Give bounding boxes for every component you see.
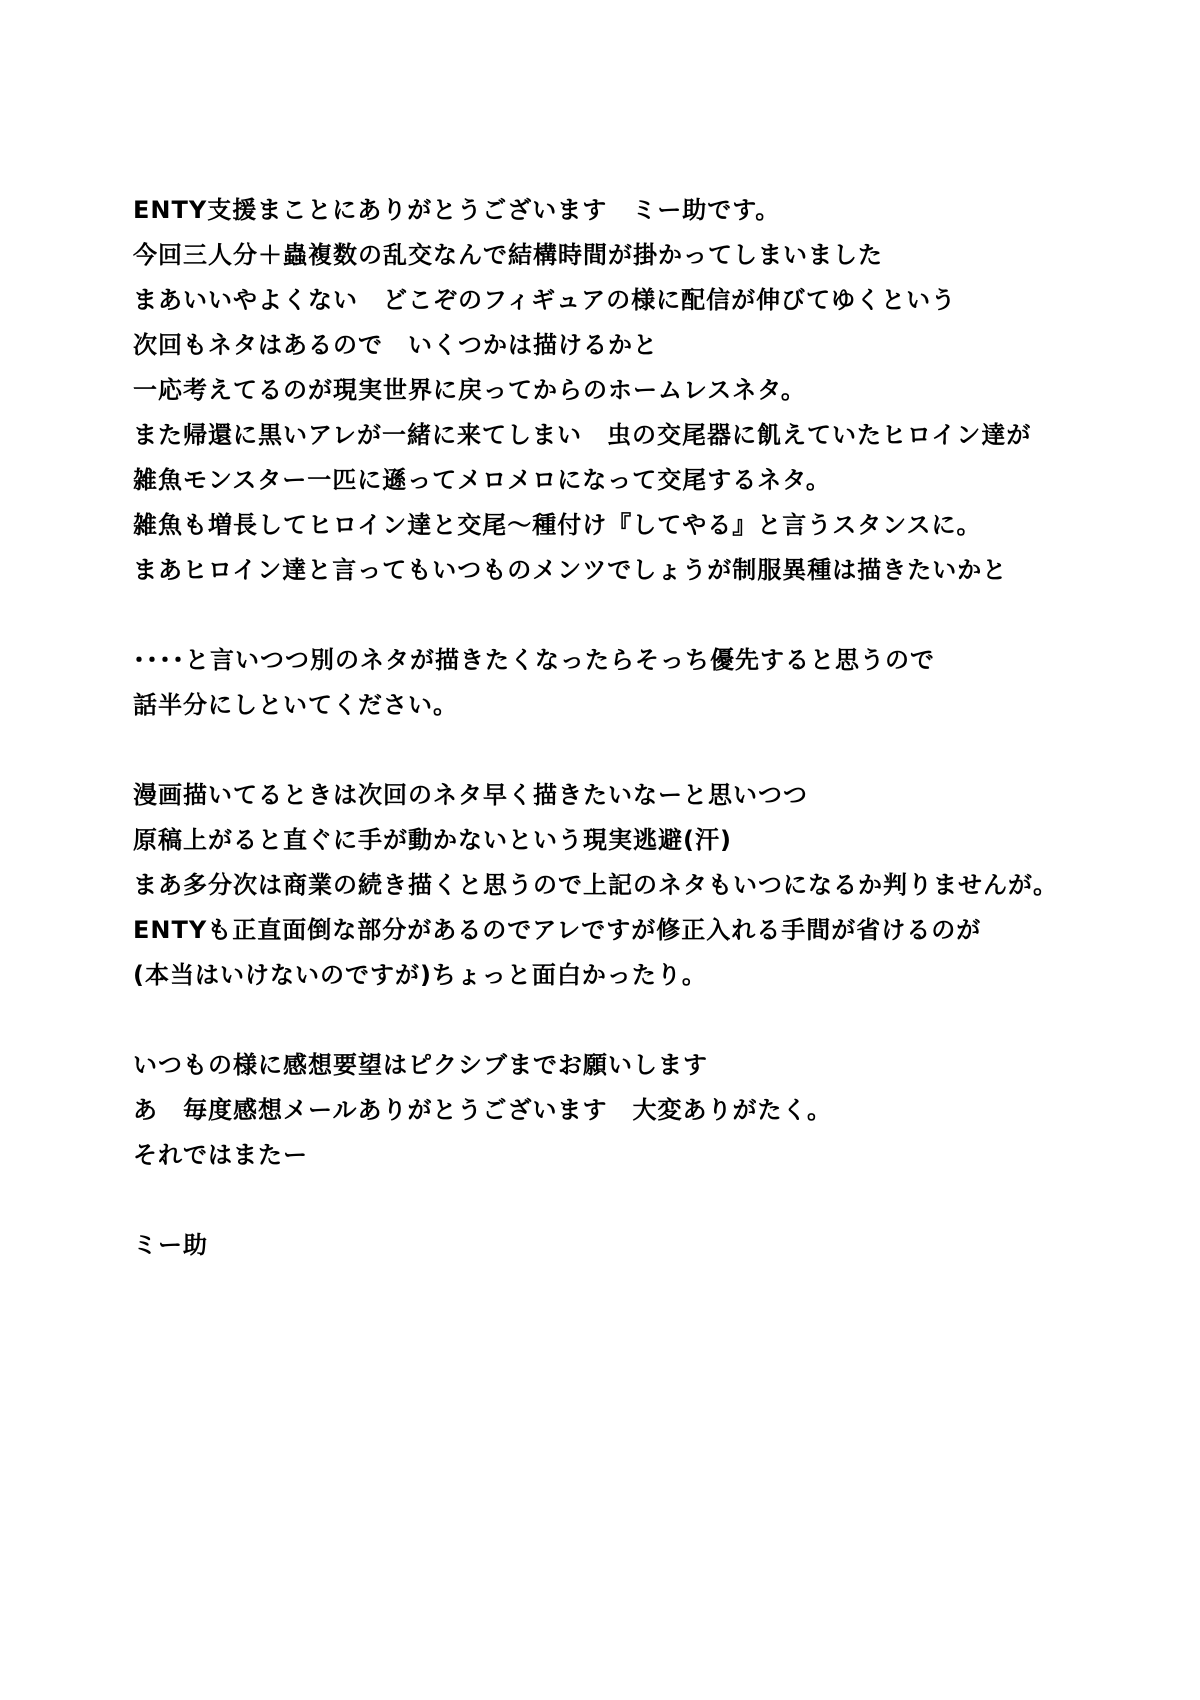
text-line: (本当はいけないのですが)ちょっと面白かったり。 [133, 961, 707, 989]
paragraph-closing [133, 1043, 1133, 1178]
letter-body [133, 188, 1133, 1268]
text-line: まあいいやよくない どこぞのフィギュアの様に配信が伸びてゆくという [133, 286, 957, 314]
paragraph-thanks [133, 188, 1133, 593]
signature [133, 1223, 1133, 1268]
text-line: 雑魚モンスター一匹に遜ってメロメロになって交尾するネタ。 [133, 466, 831, 494]
text-line: ENTY支援まことにありがとうございます ミー助です。 [133, 196, 781, 224]
text-line: まあヒロイン達と言ってもいつものメンツでしょうが制服異種は描きたいかと [133, 556, 1008, 584]
text-line: 原稿上がると直ぐに手が動かないという現実逃避(汗) [133, 826, 732, 854]
paragraph-caveat [133, 638, 1133, 728]
paragraph-spacer [133, 1178, 1133, 1223]
paragraph-spacer [133, 593, 1133, 638]
text-line: あ 毎度感想メールありがとうございます 大変ありがたく。 [133, 1096, 833, 1124]
text-line: 次回もネタはあるので いくつかは描けるかと [133, 331, 658, 359]
text-line: 今回三人分＋蟲複数の乱交なんで結構時間が掛かってしまいました [133, 241, 883, 269]
text-line: それではまたー [133, 1141, 308, 1169]
text-line: 漫画描いてるときは次回のネタ早く描きたいなーと思いつつ [133, 781, 808, 809]
text-line: また帰還に黒いアレが一緒に来てしまい 虫の交尾器に飢えていたヒロイン達が [133, 421, 1032, 449]
text-line: ････と言いつつ別のネタが描きたくなったらそっち優先すると思うので [133, 646, 935, 674]
text-line: いつもの様に感想要望はピクシブまでお願いします [133, 1051, 708, 1079]
paragraph-spacer [133, 998, 1133, 1043]
paragraph-notes [133, 773, 1133, 998]
text-line: まあ多分次は商業の続き描くと思うので上記のネタもいつになるか判りませんが。 [133, 871, 1058, 899]
text-line: 雑魚も増長してヒロイン達と交尾～種付け『してやる』と言うスタンスに。 [133, 511, 982, 539]
text-line: ENTYも正直面倒な部分があるのでアレですが修正入れる手間が省けるのが [133, 916, 982, 944]
paragraph-spacer [133, 728, 1133, 773]
text-line: 一応考えてるのが現実世界に戻ってからのホームレスネタ。 [133, 376, 806, 404]
text-line: 話半分にしといてください。 [133, 691, 458, 719]
author-name: ミー助 [133, 1231, 208, 1259]
